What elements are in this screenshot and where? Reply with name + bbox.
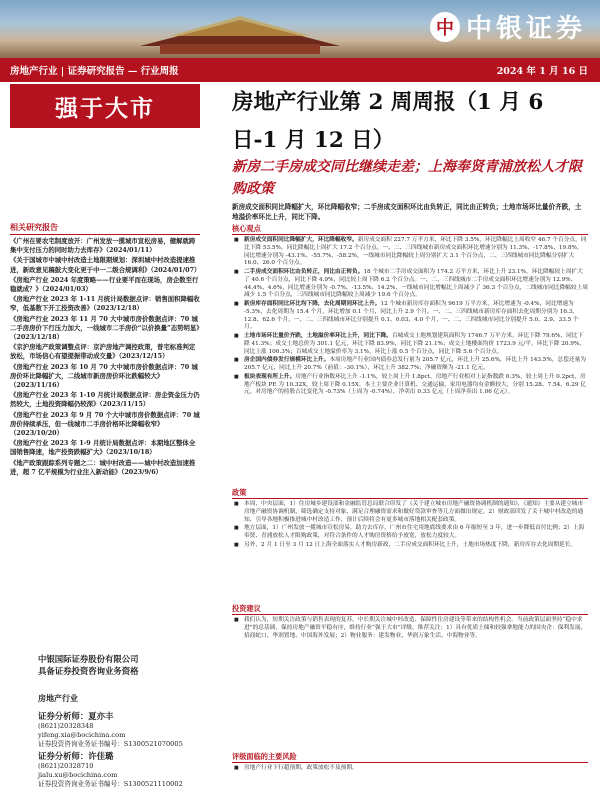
analyst-phone: (8621)20328710 — [38, 762, 94, 770]
policy-paragraph: ■ 另外，2 月 1 日至 3 月 12 日上海全面落实人才购房新政，二手房成交面积环比上升，土地市场热度下降，新房库存去化周期延长。 — [232, 542, 588, 550]
related-report-link[interactable]: 《房地产行业 2023 年 1-10 月统计局数据点评：房企资金压力仍然较大，土地投资降幅仍较深》（2023/11/15） — [10, 391, 200, 409]
core-point — [232, 374, 588, 397]
header-banner — [0, 0, 600, 58]
policy-paragraph: ■ 本周，中央层面，1）住房城乡建设部和金融监管总局联合印发了《关于建立城市房地产融资协调机制的通知》，《通知》主要从建立城市房地产融资协调机制、筛选确定支持对象、满足合理融资需求和做好贷款审查等几方面做出规定。2）财政部印发了关于城中村改造的通知，引导各地积极推进城中村改造工作，预计后续将会有更多城市落地相关配套政策。 — [232, 501, 588, 524]
org-qualification: 具备证券投资咨询业务资格 — [38, 666, 139, 676]
related-report-link[interactable]: 《房地产行业 2023 年 10 月 70 大中城市房价数据点评：70 城房价环比降幅扩大，二线城市新房房价环比跌幅较大》（2023/11/16） — [10, 362, 198, 390]
related-report-link[interactable]: 《广州在要农宅制度放开：广州发放一揽城市宣松房易，健解就跨集中支付压力的同时助力去库存》（2024/01/11） — [10, 237, 196, 255]
core-point-title: 新房库存面积同比环比均下降，去化周期同环比上升。 — [244, 301, 381, 307]
related-heading: 相关研究报告 — [10, 222, 58, 232]
core-point-text: 18 个城市二手房成交面积为 174.2 万平方米，环比上升 23.1%，环比降幅较上周扩大了 40.6 个百分点，同比下降 4.9%，同比较上周下降 6.2 个百分点。一、二、三四线城市二手房成交面积环比增速分别为 12.9%、44.4%、4.6%，同比增速分别为 -0.7%、-13.5%、14.2%，一线城市同比增幅比上周减少了 36.3 个百分点，二线城市同比降幅较上周减少 1.5 个百分点，三四线城市同比降幅较上周减少 19.6 个百分点。 — [244, 269, 588, 299]
breadcrumb: 房地产行业 | 证券研究报告 — 行业周报 — [10, 66, 179, 77]
core-point-text: 12 个城市新房库存面积为 9619 万平方米，环比增速为 -0.4%，同比增速为 -5.3%，去化周期为 15.4 个月，环比增加 0.1 个月，同比上升 2.9 个月。一、二、三四线城市新房库存面积去化周期分别为 16.3、12.8、62.6 个月，一、二、三四线城市环比分别提升 0.1、0.03、4.0 个月，一、二、三四线城市同比分别提升 5.0、2.9、33.5 个月。 — [244, 301, 579, 331]
core-point — [232, 333, 588, 356]
core-point-title: 新房成交面积同比降幅扩大，环比降幅收窄。 — [244, 237, 358, 243]
policy-heading: 政策 — [232, 488, 247, 497]
report-date: 2024 年 1 月 16 日 — [496, 66, 588, 77]
related-report-link[interactable]: 《房地产行业 2023 年 1-11 月统计局数据点评：销售面积降幅收窄，低基数下开工投资改善》（2023/12/18） — [10, 295, 200, 313]
risk-section — [232, 752, 588, 774]
related-report-link[interactable]: 《关于国城市中城中村改造土地限期规划：深圳城中村改造提速推进，新政意见稿鼓大变化更于中一二级合规调利》（2024/01/07） — [10, 256, 201, 274]
analyst-email[interactable]: yifeng.xia@bocichina.com — [38, 731, 126, 739]
analyst-phone: (8621)20328348 — [38, 722, 94, 730]
core-point — [232, 357, 588, 373]
divider — [232, 614, 588, 615]
analyst-block — [38, 750, 203, 789]
core-point-text: 本周房地产行业国内债券总发行量为 205.7 亿元，环比上升 25.6%，环比上升 143.5%，总偿还量为 205.7 亿元，同比上升 20.7%（前值：-30.1%），环比上升 382.7%；净融资额为 -21.1 亿元。 — [244, 357, 586, 371]
related-report-link[interactable]: 《地产政策跟踪系列专题之二：城中村改造——城中村改造加速推进，超 7 亿平规模为行业注入新动能》（2023/9/6） — [10, 458, 196, 476]
core-point-title: 房企国内债券发行规模环比上升。 — [244, 357, 330, 364]
core-point — [232, 269, 588, 300]
analyst-email[interactable]: jialu.xu@bocichina.com — [38, 771, 118, 779]
analyst-name: 证券分析师：许佳璐 — [38, 751, 114, 761]
investment-text: ■ 我们认为，短期关注政策与销售表现的复苏，中长期关注城中村改造、保障性住房建设等带来的结构性机会。当前政策层面坚持“稳中求进”的总基调，保持房地产融资平稳有序，维持行业“强于大市”评级。推荐关注：1）具有优质土储和较强拿地能力的国央企：保利发展、招商蛇口、华润置地、中国海外发展；2）物业服务：建发物业、华润万象生活、中海物业等。 — [232, 617, 588, 640]
policy-section — [232, 488, 588, 551]
analyst-block — [38, 710, 203, 749]
divider — [232, 498, 588, 499]
core-point — [232, 301, 588, 332]
core-heading: 核心观点 — [232, 224, 261, 233]
core-point-text: 新房成交面积 227.7 万平方米，环比下降 3.5%，环比降幅比上周收窄 46.7 个百分点，同比下降 53.5%，同比降幅比上周扩大 17.2 个百分点。一、二、三四线城市新房成交面积环比增速分别为 11.3%、-17.8%、19.8%，同比增速分别为 -43.1%、-55.7%、-58.2%，一线城市同比降幅较上周分别扩大 3.1 个百分点，二、三四线城市同比降幅分别扩大 16.0、26.0 个百分点。 — [244, 237, 587, 267]
related-report-link[interactable]: 《房地产行业 2023 年 11 月 70 大中城市房价数据点评：70 城二手房房价下行压力加大，一线城市二手房价“以价换量”态势明显》（2023/12/18） — [10, 314, 200, 342]
rating-badge: 强于大市 — [10, 84, 200, 128]
related-report-link[interactable]: 《房地产行业 2024 年度策略——行业要平而在现场，房企数至行稳就成？》（2024/01/03） — [10, 275, 199, 294]
risk-heading: 评级面临的主要风险 — [232, 752, 297, 761]
org-name: 中银国际证券股份有限公司 — [38, 654, 139, 664]
core-point-title: 土地市场环比量价齐跌，土地溢价率环比上升，同比下降。 — [244, 333, 392, 339]
report-abstract: 新房成交面积同比降幅扩大，环比降幅收窄；二手房成交面积环比由负转正，同比由正转负；土地市场环比量价齐跌，土地溢价率环比上升，同比下降。 — [232, 203, 582, 221]
core-point-text: 房地产行业指数环比上升 -1.1%，较上周上升 1.8pct，房地产行业相对上证指数跌 0.3%，较上周上升 0.2pct，房地产板块 PE 为 10.32X，较上周下降 0.15X。本土主要企业计算机、交通运输、家用电器均有金额较大，分别 15.28、7.54、6.29 亿元。对房地产的持股占比变化为 -0.73%（上周为 -0.74%），净卖出 0.33 亿元（上周净卖出 1.06 亿元）。 — [244, 373, 587, 396]
investment-heading: 投资建议 — [232, 604, 261, 613]
analyst-cert: 证券投资咨询业务证书编号：S1300521110002 — [38, 780, 183, 788]
core-point — [232, 237, 588, 268]
analyst-cert: 证券投资咨询业务证书编号：S1300521070005 — [38, 740, 183, 748]
related-list — [10, 237, 200, 477]
report-subtitle: 新房二手房成交同比继续走差；上海奉贤青浦放松人才限购政策 — [232, 159, 582, 197]
divider — [232, 234, 588, 235]
core-point-title: 板块表现有所上升。 — [244, 373, 296, 380]
core-views-section — [232, 224, 588, 398]
core-point-title: 二手房成交面积环比由负转正，同比由正转负。 — [244, 269, 364, 275]
analyst-name: 证券分析师：夏亦丰 — [38, 711, 114, 721]
industry-label: 房地产行业 — [38, 693, 78, 703]
related-report-link[interactable]: 《房地产行业 2023 年 9 月 70 个大中城市房价数据点评：70 城房价持续承压，但一线城市二手房价格环比降幅收窄》（2023/10/20） — [10, 410, 200, 438]
forbidden-city-roof-image — [140, 14, 340, 54]
report-info-bar — [0, 58, 600, 82]
policy-paragraph: ■ 地方层面，1）广州发放一揽城市宣松房易，助力去库存，广州市住宅用地底线要求由 6 年缩短至 3 年，进一步降低首付比例；2）上海奉贤、青浦放松人才限购政策，对符合条件的人才购房资格给予放宽，放松力度较大。 — [232, 525, 588, 541]
risk-text: ■ 房地产行业下行超预期，政策放松不及预期。 — [232, 765, 588, 773]
related-report-link[interactable]: 《房地产行业 2023 年 1-9 月统计局数据点评：本期地区整体全国销售降速，地产投资跌幅扩大》（2023/10/18） — [10, 439, 196, 457]
organization — [38, 653, 198, 677]
boc-logo-icon: 中 — [430, 12, 460, 42]
related-reports — [10, 222, 200, 478]
divider — [232, 762, 588, 763]
divider — [10, 234, 200, 235]
investment-section — [232, 604, 588, 641]
company-logo — [430, 8, 586, 45]
logo-text: 中银证券 — [465, 14, 586, 44]
core-point-text: 百城成交土地规划建筑面积为 1746.7 万平方米，环比下降 79.6%，同比下降 41.3%；成交土地总价为 301.1 亿元，环比下降 83.9%，同比下降 21.1%；成交土地楼面均价 1723.9 元/平，环比下降 20.9%，同比上涨 106.3%；百城成交土地溢价率为 3.1%，环比上涨 0.5 个百分点，同比下降 5.6 个百分点。 — [244, 333, 585, 355]
related-report-link[interactable]: 《京沪房地产政策调整点评：京沪房地产调控政策，普宅标准判定放松，市场信心有望提振带动成交量》（2023/12/15） — [10, 343, 196, 361]
report-title: 房地产行业第 2 周周报（1 月 6 日-1 月 12 日） — [232, 90, 544, 153]
